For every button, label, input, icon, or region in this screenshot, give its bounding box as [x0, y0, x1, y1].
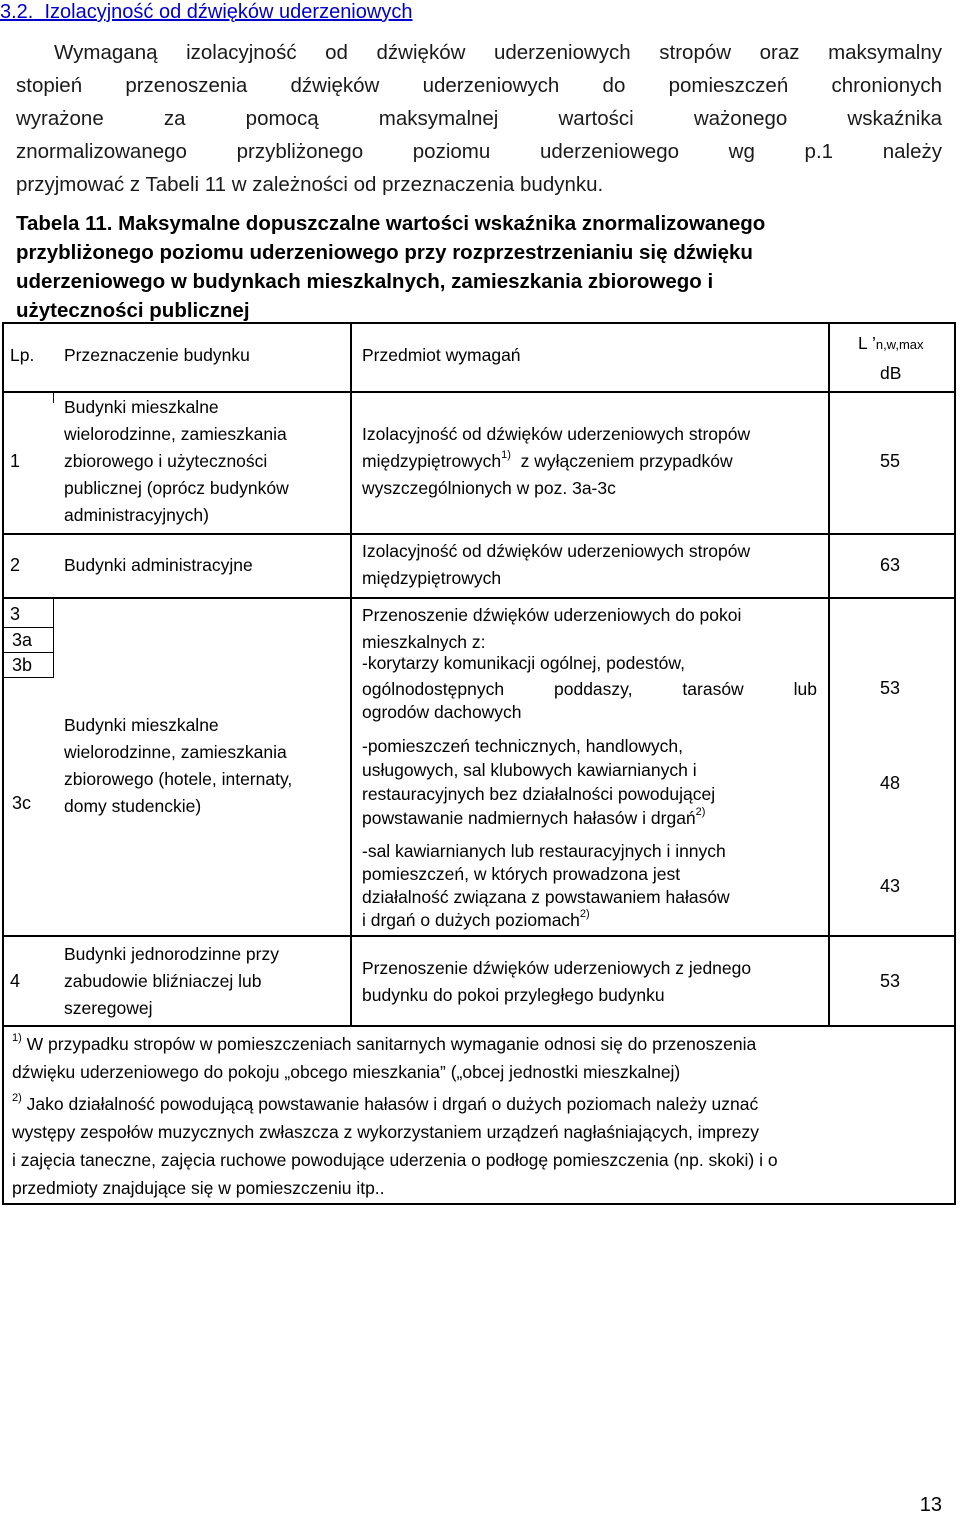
table-border	[350, 322, 352, 1026]
section-number: 3.2.	[0, 1, 34, 23]
purpose-line: domy studenckie)	[64, 796, 202, 816]
subject-line: ogrodów dachowych	[362, 702, 522, 722]
row-lp: 3	[10, 604, 21, 624]
subject-line: Przenoszenie dźwięków uderzeniowych do pokoi	[362, 605, 742, 625]
footnote-ref: 2)	[695, 806, 706, 819]
caption-line: użyteczności publicznej	[16, 299, 250, 322]
subject-line: mieszkalnych z:	[362, 632, 486, 651]
purpose-line: zabudowie bliźniaczej lub	[64, 971, 262, 991]
row-value: 55	[880, 451, 901, 471]
header-value	[858, 330, 924, 358]
subject-line: -pomieszczeń technicznych, handlowych,	[362, 736, 683, 756]
subject-line: wyszczególnionych w poz. 3a-3c	[362, 478, 616, 498]
purpose-line: wielorodzinne, zamieszkania	[64, 742, 287, 762]
subject-line: -korytarzy komunikacji ogólnej, podestów,	[362, 653, 685, 673]
intro-line: Wymaganą izolacyjność od dźwięków uderzeniowych stropów oraz maksymalny	[54, 41, 942, 64]
row-subject	[362, 421, 750, 502]
purpose-line: wielorodzinne, zamieszkania	[64, 424, 287, 444]
row-subject-intro	[362, 602, 741, 651]
purpose-line: szeregowej	[64, 998, 153, 1018]
footnote-ref: 1)	[501, 449, 511, 462]
table-border	[2, 1203, 956, 1205]
footnote-line: występy zespołów muzycznych zwłaszcza z wykorzystaniem urządzeń nagłaśniających, imprezy	[12, 1122, 759, 1142]
footnote-2	[12, 1090, 778, 1202]
table-border	[53, 391, 54, 403]
purpose-line: zbiorowego (hotele, internaty,	[64, 769, 293, 789]
intro-line: znormalizowanego przybliżonego poziomu uderzeniowego wg p.1 należy	[16, 140, 942, 163]
row-lp: 3b	[12, 655, 33, 675]
row-value: 48	[880, 773, 901, 793]
subject-line: Izolacyjność od dźwięków uderzeniowych stropów	[362, 424, 751, 444]
purpose-line: administracyjnych)	[64, 505, 209, 525]
purpose-line: Budynki mieszkalne	[64, 397, 219, 417]
subject-line: ogólnodostępnych poddaszy, tarasów lub	[362, 679, 817, 699]
row-lp: 2	[10, 555, 21, 575]
caption-line: uderzeniowego w budynkach mieszkalnych, zamieszkania zbiorowego i	[16, 270, 714, 293]
row-lp: 1	[10, 451, 21, 471]
page-number: 13	[919, 1494, 942, 1516]
header-unit: dB	[880, 363, 902, 383]
subject-line: usługowych, sal klubowych kawiarnianych i	[362, 760, 697, 780]
subject-line: budynku do pokoi przyległego budynku	[362, 985, 665, 1005]
subject-text: z wyłączeniem przypadków	[520, 451, 733, 471]
purpose-line: Budynki jednorodzinne przy	[64, 944, 279, 964]
subject-text: międzypiętrowych	[362, 451, 502, 471]
intro-line: wyrażone za pomocą maksymalnej wartości ważonego wskaźnika	[16, 107, 942, 130]
table-border	[2, 935, 956, 937]
row-value: 63	[880, 555, 901, 575]
footnote-ref: 2)	[579, 908, 590, 921]
purpose-line: Budynki mieszkalne	[64, 715, 219, 735]
subject-line	[362, 806, 715, 830]
footnote-line	[12, 1090, 778, 1118]
row-purpose	[64, 941, 279, 1022]
header-subject: Przedmiot wymagań	[362, 345, 521, 365]
subject-line: Przenoszenie dźwięków uderzeniowych z jednego	[362, 958, 752, 978]
subject-line: restauracyjnych bez działalności powodującej	[362, 784, 716, 804]
table-border	[954, 322, 956, 1204]
subrow-subject	[362, 650, 817, 725]
row-value: 43	[880, 876, 901, 896]
purpose-line: publicznej (oprócz budynków	[64, 478, 289, 498]
caption-line: przybliżonego poziomu uderzeniowego przy rozprzestrzenianiu się dźwięku	[16, 241, 753, 264]
footnote-text: Jako działalność powodującą powstawanie hałasów i drgań o dużych poziomach należy uznać	[26, 1094, 759, 1114]
intro-paragraph	[16, 36, 942, 201]
table-border	[828, 322, 830, 1026]
subject-line	[362, 909, 730, 932]
row-lp: 4	[10, 971, 21, 991]
footnote-text: W przypadku stropów w pomieszczeniach sanitarnych wymaganie odnosi się do przenoszenia	[26, 1034, 757, 1054]
subject-line: międzypiętrowych	[362, 568, 502, 588]
row-purpose: Budynki administracyjne	[64, 555, 253, 575]
subject-line: działalność związana z powstawaniem hałasów	[362, 887, 730, 907]
row-lp: 3c	[12, 793, 32, 813]
footnote-line: dźwięku uderzeniowego do pokoju „obcego mieszkania” („obcej jednostki mieszkalnej)	[12, 1062, 681, 1082]
table-border	[2, 391, 956, 393]
table-border	[2, 1025, 956, 1027]
section-heading	[0, 0, 412, 24]
subject-text: powstawanie nadmiernych hałasów i drgań	[362, 808, 696, 828]
value-symbol: L ’	[858, 333, 876, 353]
footnote-line	[12, 1030, 756, 1058]
header-lp: Lp.	[10, 345, 35, 365]
footnote-line: i zajęcia taneczne, zajęcia ruchowe powodujące uderzenia o podłogę pomieszczenia (np. skoki) i o	[12, 1150, 778, 1170]
subject-line: Izolacyjność od dźwięków uderzeniowych stropów	[362, 541, 751, 561]
row-purpose	[64, 394, 289, 529]
row-purpose	[64, 712, 292, 820]
subject-line: -sal kawiarnianych lub restauracyjnych i innych	[362, 841, 726, 861]
value-subscript: n,w,max	[875, 337, 924, 352]
subrow-subject	[362, 840, 730, 932]
table-border	[2, 597, 956, 599]
subject-text: i drgań o dużych poziomach	[362, 910, 580, 930]
subject-line: pomieszczeń, w których prowadzona jest	[362, 864, 681, 884]
caption-line: Tabela 11. Maksymalne dopuszczalne wartości wskaźnika znormalizowanego	[16, 212, 766, 235]
row-value: 53	[880, 971, 901, 991]
intro-line: przyjmować z Tabeli 11 w zależności od przeznaczenia budynku.	[16, 173, 604, 196]
purpose-line: zbiorowego i użyteczności	[64, 451, 268, 471]
row-value: 53	[880, 678, 901, 698]
section-title: Izolacyjność od dźwięków uderzeniowych	[44, 1, 413, 23]
row-lp: 3a	[12, 630, 33, 650]
footnote-mark: 2)	[12, 1092, 22, 1105]
row-subject	[362, 538, 750, 592]
subrow-subject	[362, 734, 715, 830]
table-border	[2, 533, 956, 535]
row-subject	[362, 955, 751, 1009]
table-border	[2, 322, 4, 1204]
header-purpose: Przeznaczenie budynku	[64, 345, 250, 365]
footnote-line: przedmioty znajdujące się w pomieszczeniu itp..	[12, 1178, 385, 1198]
subject-line	[362, 448, 750, 475]
footnote-mark: 1)	[12, 1032, 22, 1045]
footnote-1	[12, 1030, 756, 1086]
table-border	[53, 597, 54, 677]
intro-line: stopień przenoszenia dźwięków uderzeniowych do pomieszczeń chronionych	[16, 74, 942, 97]
table-caption	[16, 209, 942, 325]
